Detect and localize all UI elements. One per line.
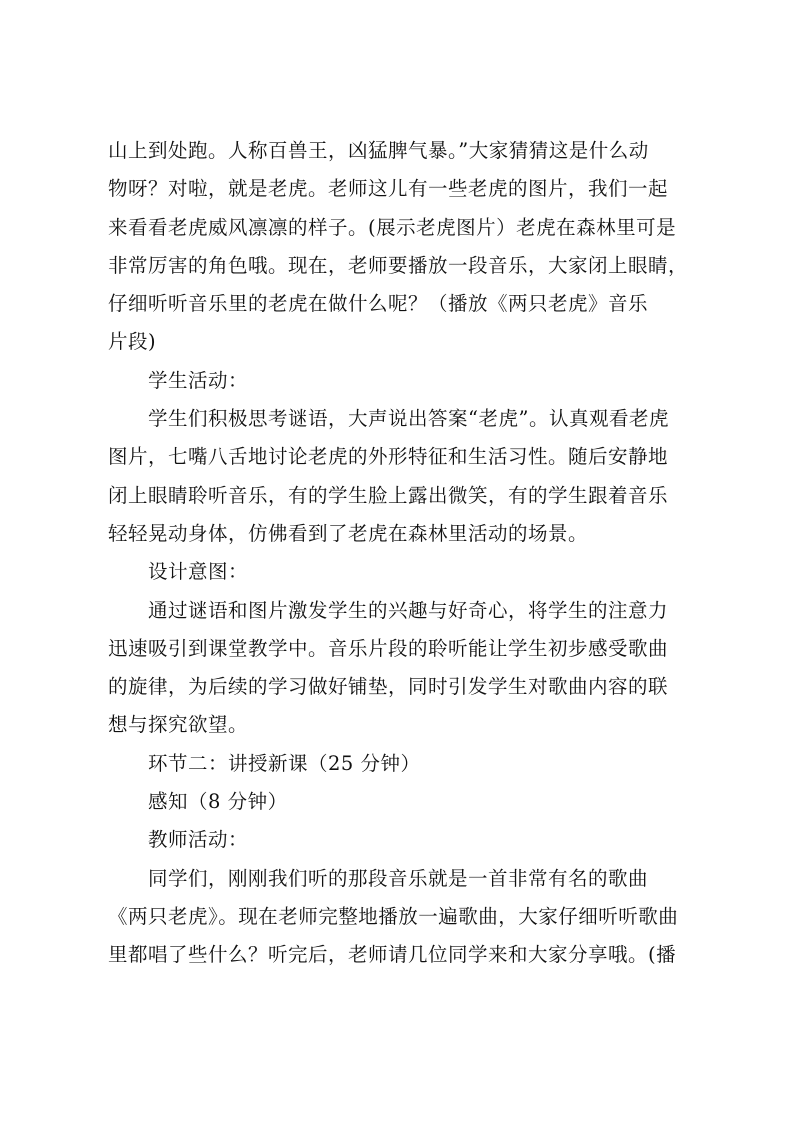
text-line: 闭上眼睛聆听音乐，有的学生脸上露出微笑，有的学生跟着音乐	[108, 483, 669, 507]
text-line: 同学们，刚刚我们听的那段音乐就是一首非常有名的歌曲	[148, 866, 649, 890]
text-line: 通过谜语和图片激发学生的兴趣与好奇心，将学生的注意力	[148, 598, 669, 622]
text-line: 想与探究欲望。	[108, 713, 249, 737]
text-line: 来看看老虎威风凛凛的样子。(展示老虎图片）老虎在森林里可是	[108, 215, 677, 239]
text-line: 《两只老虎》。现在老师完整地播放一遍歌曲，大家仔细听听歌曲	[108, 904, 679, 928]
subsection-heading: 感知（8 分钟）	[148, 790, 288, 814]
text-line: 学生们积极思考谜语，大声说出答案“老虎”。认真观看老虎	[148, 407, 669, 431]
text-line: 片段)	[108, 330, 157, 354]
text-line: 图片，七嘴八舌地讨论老虎的外形特征和生活习性。随后安静地	[108, 445, 669, 469]
text-line: 迅速吸引到课堂教学中。音乐片段的聆听能让学生初步感受歌曲	[108, 636, 669, 660]
body-text	[108, 132, 688, 975]
text-line: 非常厉害的角色哦。现在，老师要播放一段音乐，大家闭上眼睛，	[108, 253, 689, 277]
section-label: 教师活动：	[148, 828, 249, 852]
section-label: 学生活动：	[148, 368, 249, 392]
section-label: 设计意图：	[148, 560, 249, 584]
text-line: 仔细听听音乐里的老虎在做什么呢？（播放《两只老虎》音乐	[108, 292, 649, 316]
text-line: 的旋律，为后续的学习做好铺垫，同时引发学生对歌曲内容的联	[108, 675, 669, 699]
text-line: 轻轻晃动身体，仿佛看到了老虎在森林里活动的场景。	[108, 521, 589, 545]
section-heading: 环节二：讲授新课（25 分钟）	[148, 751, 421, 775]
text-line: 山上到处跑。人称百兽王，凶猛脾气暴。”大家猜猜这是什么动	[108, 139, 649, 162]
text-line: 物呀？对啦，就是老虎。老师这儿有一些老虎的图片，我们一起	[108, 177, 669, 201]
text-line: 里都唱了些什么？听完后，老师请几位同学来和大家分享哦。(播	[108, 943, 677, 967]
